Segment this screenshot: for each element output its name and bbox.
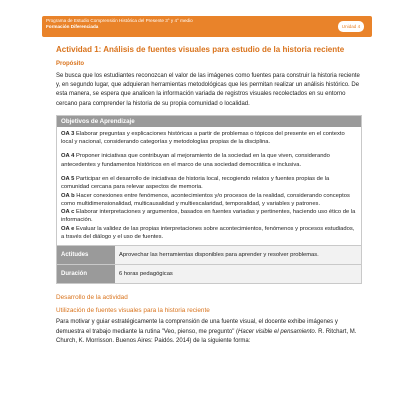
duration-value: 6 horas pedagógicas (115, 265, 361, 283)
objective-code: OA e (61, 225, 75, 232)
objectives-table-header: Objetivos de Aprendizaje (57, 116, 361, 127)
unit-badge: Unidad 4 (338, 21, 364, 32)
development-text-end: . R. Ritchart, M. Church, K. Morrisson. Buenos Aires: Paidós. 2014) de la siguiente forma: (56, 328, 357, 344)
activity-title: Actividad 1: Análisis de fuentes visuales para estudio de la historia reciente (56, 45, 345, 54)
objective-text: Elaborar interpretaciones y argumentos, basados en fuentes variadas y pertinentes, haciendo uso ético de la información. (61, 209, 356, 224)
development-title: Desarrollo de la actividad (56, 294, 128, 302)
document-header (42, 16, 372, 37)
objective-text: Elaborar preguntas y explicaciones históricas a partir de problemas o tópicos del presente en el contexto local y nacional, considerando categorías y metodologías propias de la disciplina. (61, 130, 345, 146)
objective-code: OA c (61, 209, 75, 216)
objective-code: OA 4 (61, 153, 75, 160)
objective-item (61, 152, 357, 169)
objectives-table (56, 115, 362, 285)
development-text (56, 318, 362, 346)
objective-text: Hacer conexiones entre fenómenos, acontecimientos y/o procesos de la realidad, considerando conceptos como multidimensionalidad, multicausalidad y multiescalaridad, temporalidad, y variables y patrones. (61, 192, 350, 207)
duration-label: Duración (57, 265, 115, 283)
objective-code: OA 3 (61, 130, 75, 137)
duration-row (57, 264, 361, 283)
objective-code: OA b (61, 192, 75, 199)
objective-item (61, 208, 357, 225)
development-subtitle: Utilización de fuentes visuales para la historia reciente (56, 307, 210, 315)
objective-item (61, 130, 357, 147)
objective-item (61, 192, 357, 209)
objective-item (61, 175, 357, 192)
page-content (56, 42, 362, 346)
attitudes-label: Actitudes (57, 246, 115, 264)
purpose-label: Propósito (56, 61, 84, 67)
development-text-start: Para motivar y guiar estratégicamente la comprensión de una fuente visual, el docente exhibe imágenes y demuestra el trabajo mediante la rutina "Veo, pienso, me pregunto" ( (56, 319, 338, 335)
header-text (46, 18, 193, 30)
objective-item (61, 225, 357, 242)
attitudes-value: Aprovechar las herramientas disponibles para aprender y resolver problemas. (115, 246, 361, 264)
objective-text: Participar en el desarrollo de iniciativas de historia local, recogiendo relatos y fuentes propias de la comunidad cercana para relevar aspectos de memoria. (61, 176, 330, 191)
attitudes-row (57, 245, 361, 264)
objective-text: Proponer iniciativas que contribuyan al mejoramiento de la sociedad en la que viven, considerando antecedentes y fundamentos históricos en el marco de una sociedad democrática e inclusiva. (61, 153, 330, 168)
objectives-table-body (57, 127, 361, 246)
program-line: Programa de Estudio Comprensión Histórica del Presente 3° y 4° medio (46, 18, 193, 23)
objective-text: Evaluar la validez de las propias interpretaciones sobre acontecimientos, fenómenos y procesos estudiados, a través del diálogo y el uso de fuentes. (61, 225, 355, 241)
purpose-text: Se busca que los estudiantes reconozcan el valor de las imágenes como fuentes para construir la historia reciente y, en segundo lugar, que adquieran herramientas metodológicas que les permitan realizar un análisis histórico. De esta manera, se espera que analicen la información variada de registros visuales recolectados en su entorno cercano para comprender la historia de su propia comunidad o localidad. (56, 73, 360, 107)
objective-code: OA 5 (61, 176, 75, 182)
plan-line: Formación Diferenciada (46, 24, 99, 30)
objective-group (61, 175, 357, 241)
development-text-book-title: Hacer visible el pensamiento (238, 328, 315, 335)
